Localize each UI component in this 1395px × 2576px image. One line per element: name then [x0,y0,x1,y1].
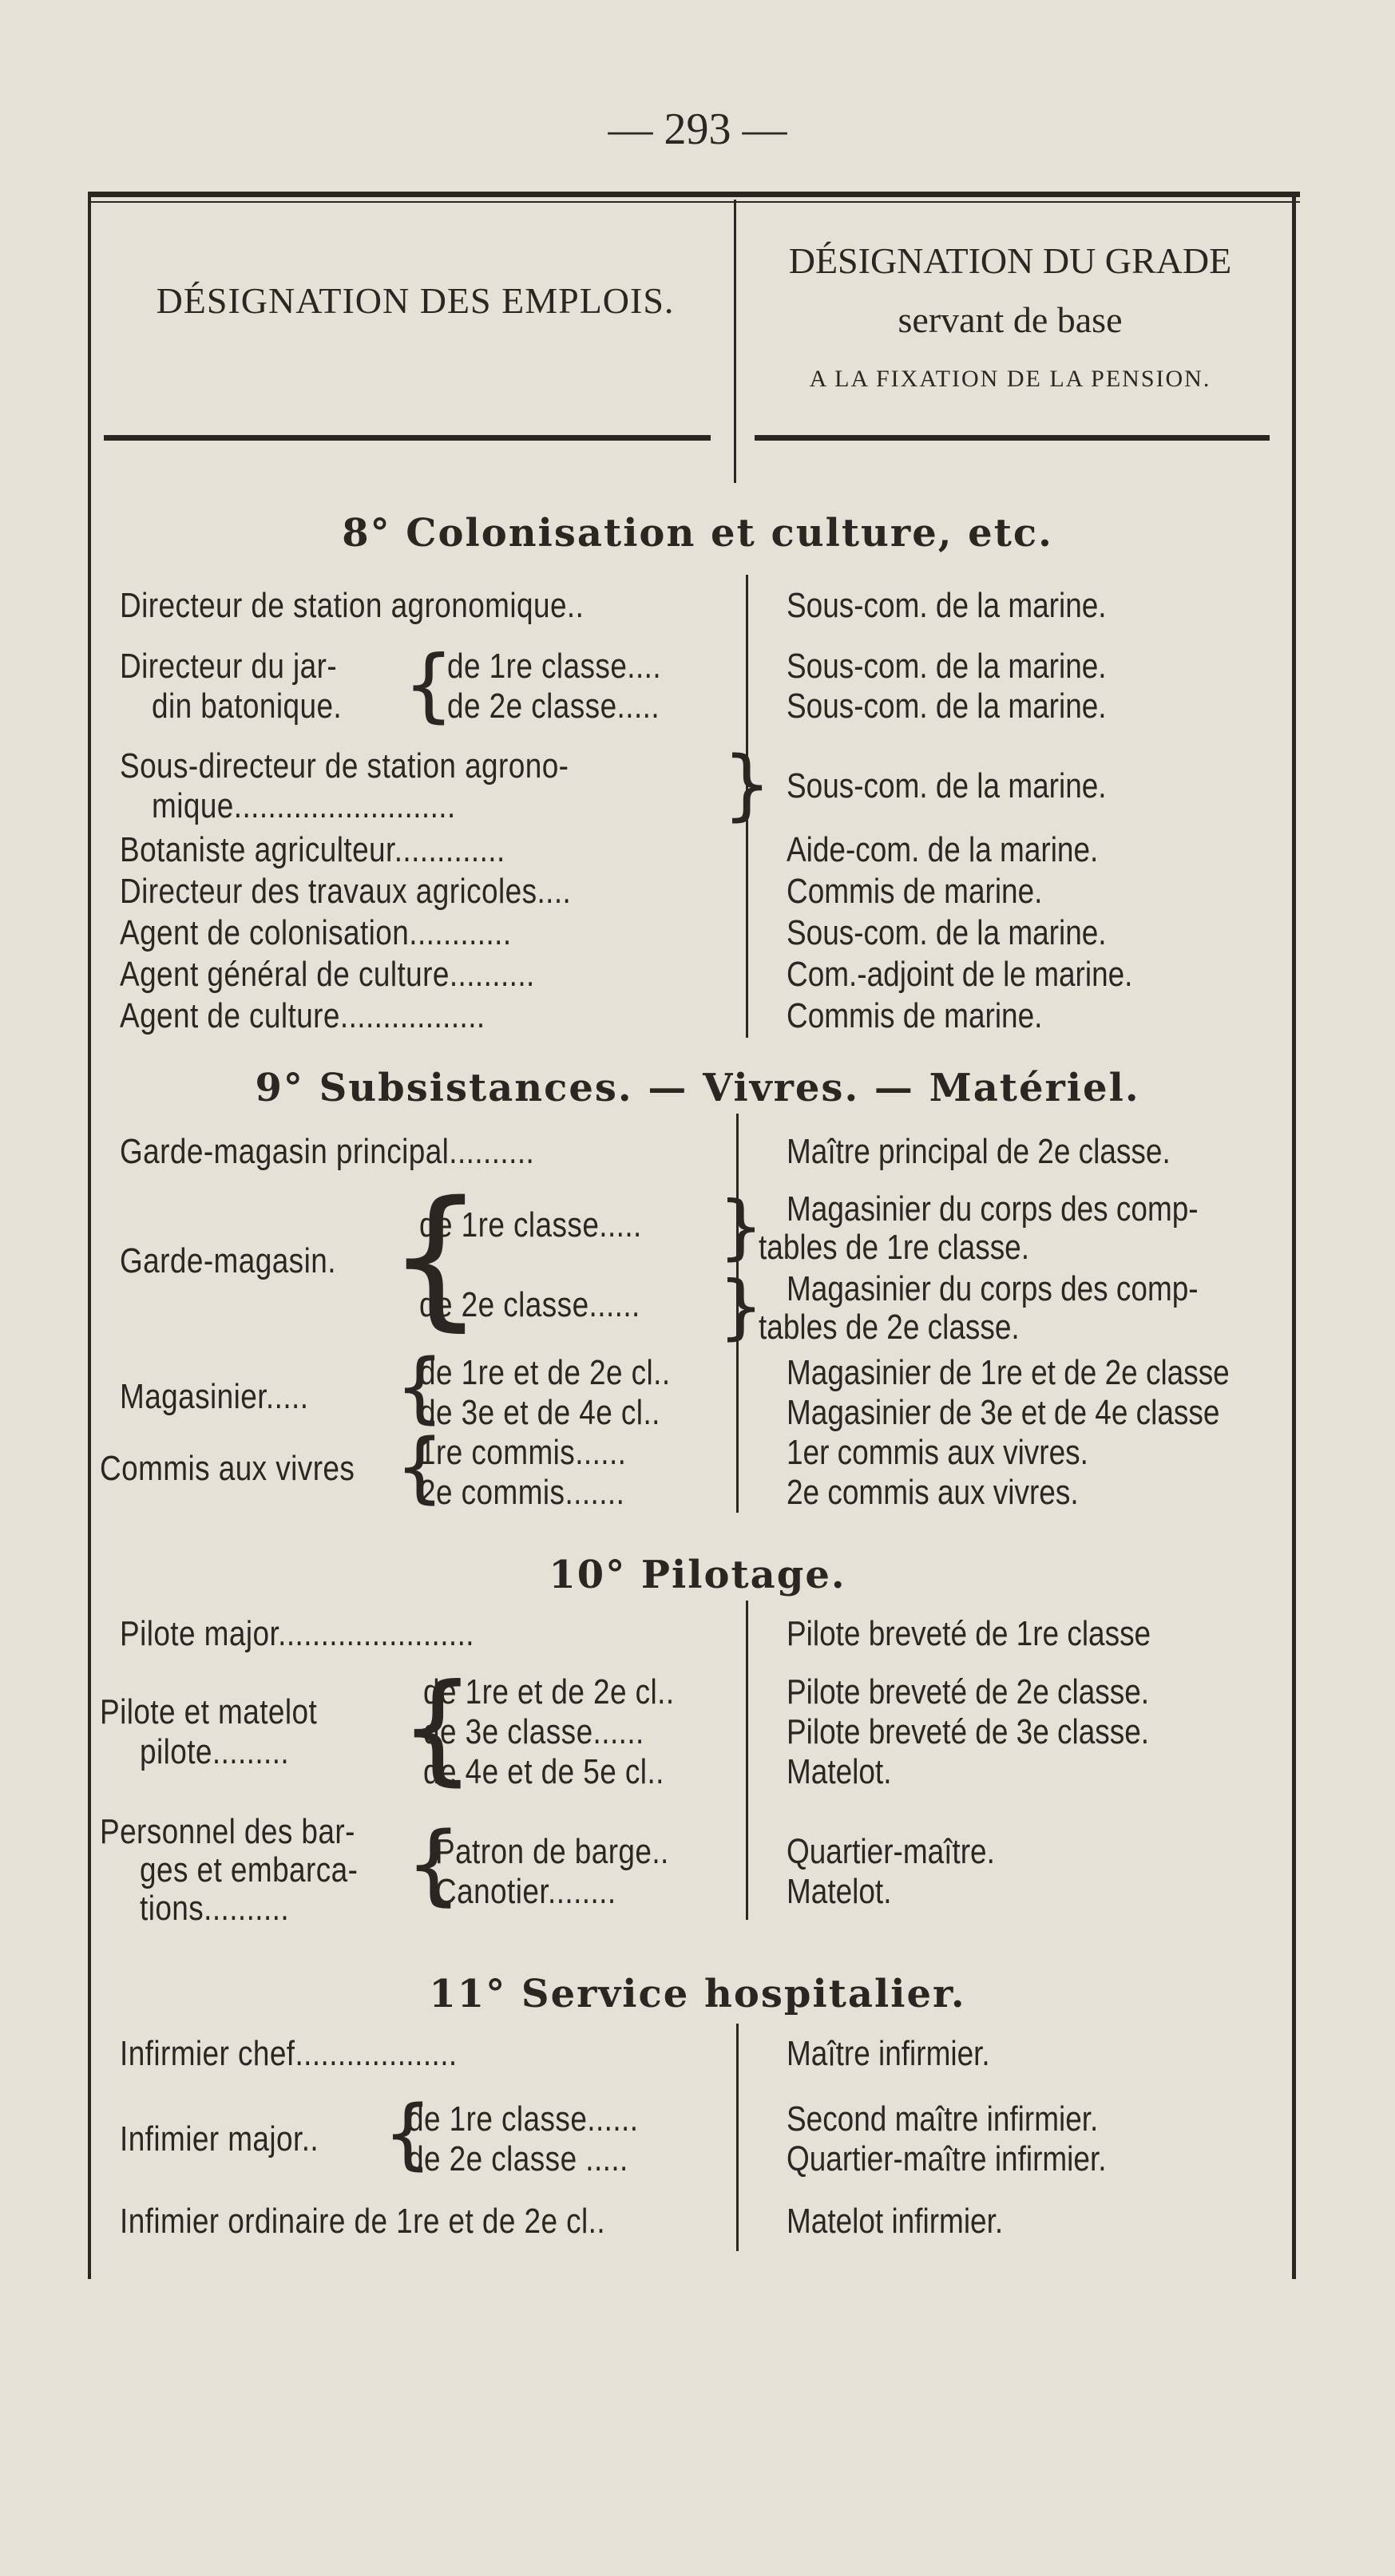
brace-icon: { [399,1659,476,1798]
entry-grade: Magasinier du corps des comp- [787,1269,1199,1308]
entry-label: Botaniste agriculteur............. [120,830,505,869]
table-left-border [88,192,91,2279]
entry-grade: Commis de marine. [787,872,1043,911]
table-top-border [88,192,1300,197]
entry-grade: Pilote breveté de 2e classe. [787,1672,1150,1711]
table-right-border [1292,192,1296,2279]
column-divider-s10 [746,1601,748,1920]
entry-subclass: de 2e classe...... [419,1285,640,1324]
column-divider-s11 [736,2024,739,2251]
header-underline-right [755,435,1270,441]
entry-grade: Maître infirmier. [787,2034,990,2073]
section-title-colonisation: 8° Colonisation et culture, etc. [342,511,1053,556]
entry-grade: Sous-com. de la marine. [787,913,1107,952]
entry-label: Agent de colonisation............ [120,913,512,952]
section-title-pilotage: 10° Pilotage. [549,1553,846,1597]
brace-icon: { [383,2089,433,2178]
entry-label: Personnel des bar- [100,1812,355,1851]
entry-label-cont: din batonique. [152,687,343,726]
brace-icon: { [403,638,454,731]
entry-subclass: de 1re et de 2e cl.. [419,1353,671,1392]
entry-label: Infimier ordinaire de 1re et de 2e cl.. [120,2202,606,2241]
entry-subclass: de 1re classe.... [447,647,662,686]
entry-grade: Magasinier du corps des comp- [787,1189,1199,1229]
entry-subclass: Patron de barge.. [435,1832,669,1871]
table-top-border-thin [88,201,1300,203]
entry-subclass: de 3e classe...... [423,1712,644,1751]
page-number: — 293 — [608,105,787,154]
entry-subclass: de 2e classe..... [447,687,660,726]
entry-subclass: 1re commis...... [419,1433,627,1472]
entry-grade: Quartier-maître infirmier. [787,2139,1107,2178]
entry-grade-cont: tables de 1re classe. [759,1228,1029,1267]
entry-grade: Sous-com. de la marine. [787,647,1107,686]
entry-grade: Matelot infirmier. [787,2202,1004,2241]
entry-grade: Magasinier de 1re et de 2e classe [787,1353,1230,1392]
entry-subclass: de 1re classe...... [407,2099,639,2139]
entry-grade: Sous-com. de la marine. [787,586,1107,625]
entry-grade: 2e commis aux vivres. [787,1473,1079,1512]
header-right-line2: servant de base [898,299,1123,340]
entry-subclass: de 2e classe ..... [407,2139,628,2178]
header-column-divider [734,200,736,483]
entry-grade: Pilote breveté de 1re classe [787,1614,1151,1653]
section-title-hospitalier: 11° Service hospitalier. [429,1972,966,2016]
entry-label: Garde-magasin. [120,1241,336,1280]
brace-icon: { [387,1169,484,1345]
entry-grade: Sous-com. de la marine. [787,766,1107,805]
section-title-subsistances: 9° Subsistances. — Vivres. — Matériel. [255,1066,1140,1110]
entry-label: Pilote major....................... [120,1614,474,1653]
entry-label: Agent de culture................. [120,996,485,1035]
header-left-title: DÉSIGNATION DES EMPLOIS. [156,280,675,321]
header-right-line3: A LA FIXATION DE LA PENSION. [809,366,1211,392]
entry-subclass: de 1re et de 2e cl.. [423,1672,675,1711]
brace-icon: { [395,1423,445,1512]
entry-grade: Matelot. [787,1872,892,1911]
entry-subclass: de 1re classe..... [419,1205,642,1244]
entry-grade: Magasinier de 3e et de 4e classe [787,1393,1220,1432]
brace-icon: { [406,1813,462,1915]
entry-label: Commis aux vivres [100,1449,355,1488]
entry-grade: 1er commis aux vivres. [787,1433,1088,1472]
brace-icon: { [395,1343,445,1432]
entry-grade-cont: tables de 2e classe. [759,1308,1020,1347]
entry-subclass: de 3e et de 4e cl.. [419,1393,660,1432]
entry-grade: Matelot. [787,1752,892,1791]
entry-label: Directeur du jar- [120,647,338,686]
entry-subclass: 2e commis....... [419,1473,625,1512]
header-underline-left [104,435,711,441]
entry-subclass: de 4e et de 5e cl.. [423,1752,664,1791]
entry-label: Directeur de station agronomique.. [120,586,585,625]
entry-grade: Aide-com. de la marine. [787,830,1099,869]
entry-label: Directeur des travaux agricoles.... [120,872,572,911]
entry-grade: Sous-com. de la marine. [787,687,1107,726]
entry-subclass: Canotier........ [435,1872,616,1911]
entry-label-cont: pilote......... [140,1732,290,1771]
header-right-line1: DÉSIGNATION DU GRADE [788,240,1232,281]
entry-grade: Maître principal de 2e classe. [787,1132,1171,1171]
entry-grade: Commis de marine. [787,996,1043,1035]
entry-label: Infirmier chef................... [120,2034,458,2073]
entry-label: Sous-directeur de station agrono- [120,746,569,785]
header-right-title [739,231,1282,409]
brace-icon: } [723,740,772,829]
entry-grade: Second maître infirmier. [787,2099,1099,2139]
entry-grade: Quartier-maître. [787,1832,995,1871]
entry-label-cont: tions.......... [140,1889,290,1928]
entry-grade: Com.-adjoint de le marine. [787,955,1133,994]
brace-icon: } [719,1265,763,1347]
entry-label-cont: ges et embarca- [140,1850,359,1889]
entry-label-cont: mique.......................... [152,786,456,825]
entry-label: Infimier major.. [120,2119,319,2159]
brace-icon: } [719,1185,763,1268]
entry-label: Agent général de culture.......... [120,955,535,994]
entry-label: Garde-magasin principal.......... [120,1132,535,1171]
entry-grade: Pilote breveté de 3e classe. [787,1712,1150,1751]
entry-label: Pilote et matelot [100,1692,318,1731]
entry-label: Magasinier..... [120,1377,309,1416]
